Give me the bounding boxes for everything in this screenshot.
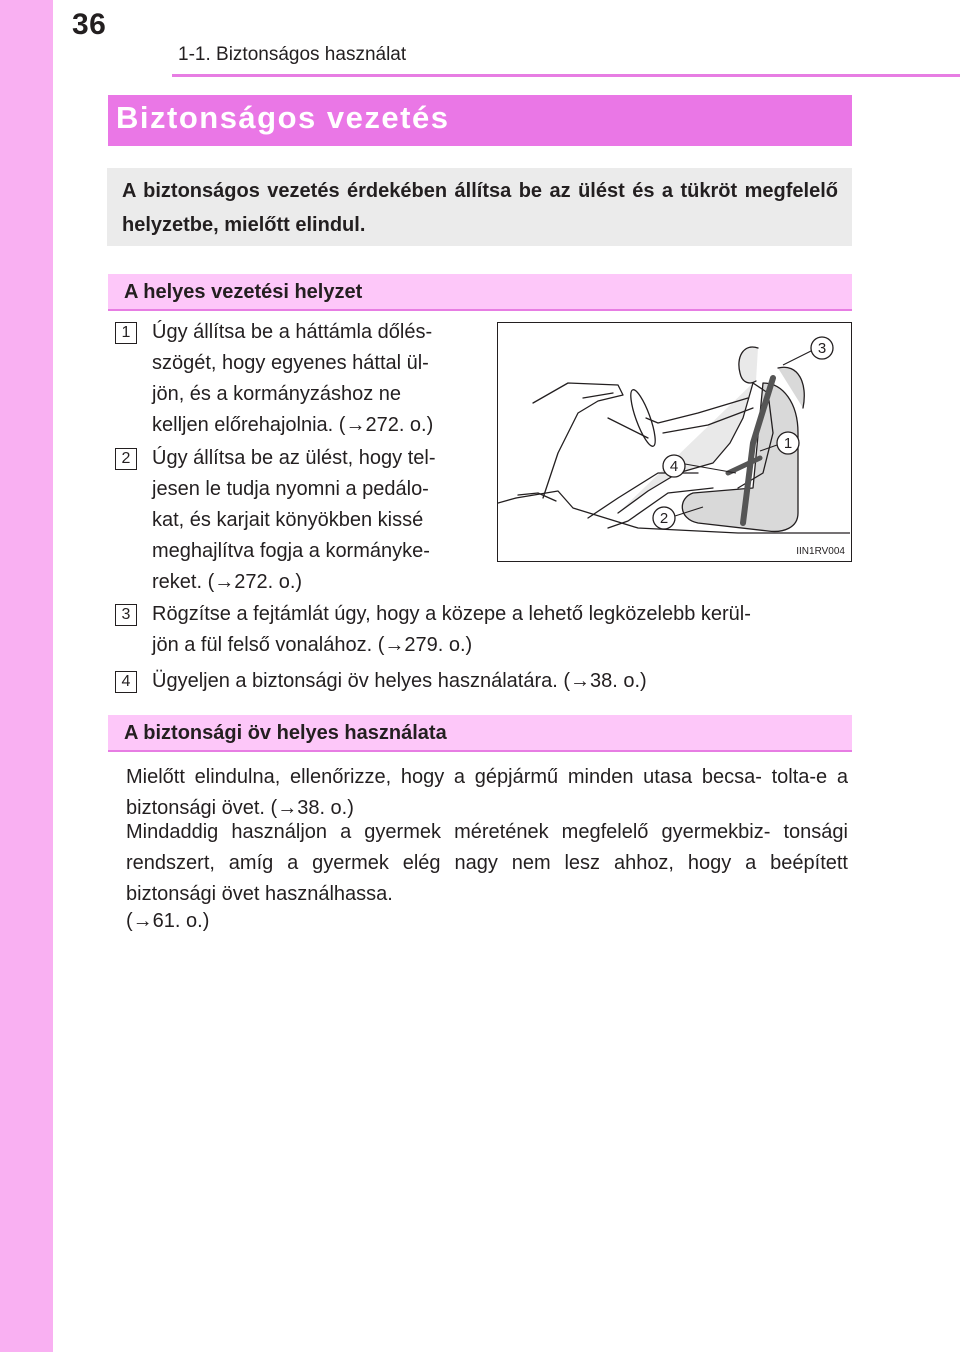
item-1-line: jön, és a kormányzáshoz ne [152, 383, 402, 405]
callout-4-label: 4 [669, 458, 679, 475]
figure-code: IIN1RV004 [796, 546, 845, 557]
section2-heading: A biztonsági öv helyes használata [124, 722, 447, 744]
item-2-line: Úgy állítsa be az ülést, hogy tel- [152, 447, 436, 469]
item-4-line: Ügyeljen a biztonsági öv helyes használatára. (→38. o.) [152, 670, 647, 692]
driver-seat-illustration [498, 323, 850, 560]
item-3-line: jön a fül felső vonalához. (→279. o.) [152, 634, 473, 656]
section1-heading: A helyes vezetési helyzet [124, 281, 363, 303]
page-title: Biztonságos vezetés [116, 100, 450, 135]
callout-2-label: 2 [659, 510, 669, 527]
callout-1-label: 1 [783, 435, 793, 452]
child-seat-paragraph: Mindaddig használjon a gyermek méretének megfelelő gyermekbiz- tonsági rendszert, amíg a gyermek elég nagy nem lesz ahhoz, hogy a beépített biztonsági övet használhassa. [126, 821, 848, 905]
item-1-number: 1 [115, 322, 137, 344]
item-3-line: Rögzítse a fejtámlát úgy, hogy a közepe a lehető legközelebb kerül- [152, 603, 751, 625]
item-2-line: reket. (→272. o.) [152, 571, 303, 593]
item-2-text [152, 443, 435, 598]
item-2-line: kat, és karjait könyökben kissé [152, 509, 424, 531]
intro-text: A biztonságos vezetés érdekében állítsa be az ülést és a tükröt megfelelő helyzetbe, mielőtt elindul. [122, 180, 838, 236]
page-number: 36 [72, 8, 107, 41]
item-4-number: 4 [115, 671, 137, 693]
left-margin-band [0, 0, 53, 1352]
item-4-text [152, 666, 647, 697]
header-rule [172, 74, 960, 77]
child-seat-reference: (→61. o.) [126, 910, 210, 932]
item-1-line: szögét, hogy egyenes háttal ül- [152, 352, 429, 374]
item-1-text [152, 317, 433, 441]
item-3-number: 3 [115, 604, 137, 626]
item-2-line: meghajlítva fogja a kormányke- [152, 540, 430, 562]
item-2-number: 2 [115, 448, 137, 470]
item-3-text [152, 599, 852, 661]
item-1-line: Úgy állítsa be a háttámla dőlés- [152, 321, 433, 343]
item-2-line: jesen le tudja nyomni a pedálo- [152, 478, 429, 500]
item-1-line: kelljen előrehajolnia. (→272. o.) [152, 414, 434, 436]
section-label: 1-1. Biztonságos használat [178, 44, 407, 65]
callout-3-label: 3 [817, 340, 827, 357]
seatbelt-paragraph: Mielőtt elindulna, ellenőrizze, hogy a gépjármű minden utasa becsa- tolta-e a biztonsági övet. (→38. o.) [126, 766, 848, 819]
driving-position-figure [497, 322, 852, 562]
